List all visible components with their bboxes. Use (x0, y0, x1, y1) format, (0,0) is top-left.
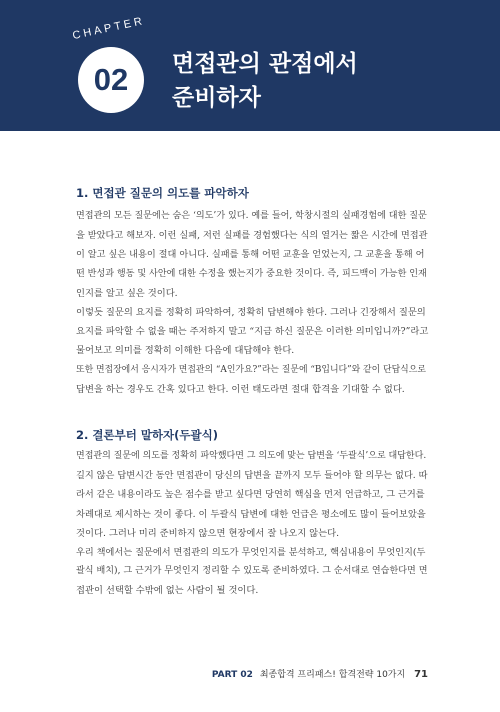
body-line: 이렇듯 질문의 요지를 정확히 파악하여, 정확히 답변해야 한다. 그러나 긴장해서 질문의 (76, 307, 426, 319)
body-line: 떤 반성과 행동 및 사안에 대한 수정을 했는지가 중요한 것이다. 즉, 피드백이 가능한 인재 (76, 268, 427, 279)
page-footer (212, 667, 428, 680)
chapter-header-banner (0, 0, 500, 131)
chapter-number: 02 (93, 62, 129, 97)
body-line: 답변을 하는 경우도 간혹 있다고 한다. 이런 태도라면 절대 합격을 기대할 수 없다. (76, 383, 405, 395)
section-2-heading: 2. 결론부터 말하자(두괄식) (76, 428, 218, 442)
chapter-title-line-1: 면접관의 관점에서 (172, 51, 358, 77)
body-line: 라서 같은 내용이라도 높은 점수를 받고 싶다면 당연히 핵심을 먼저 언급하고, 그 근거를 (76, 489, 425, 501)
body-line: 괄식 배치), 그 근거가 무엇인지 정리할 수 있도록 준비하였다. 그 순서대로 연습한다면 면 (76, 566, 428, 577)
chapter-label: CHAPTER (71, 14, 146, 43)
body-line: 접관이 선택할 수밖에 없는 사람이 될 것이다. (76, 585, 259, 597)
body-line: 물어보고 의미를 정확히 이해한 다음에 대답해야 한다. (76, 345, 295, 357)
chapter-title-line-2: 준비하자 (172, 85, 261, 111)
page-number: 71 (414, 669, 428, 680)
body-line: 우리 책에서는 질문에서 면접관의 의도가 무엇인지를 분석하고, 핵심내용이 무엇인지(두 (76, 547, 426, 559)
footer-book-title: 최종합격 프리패스! 합격전략 10가지 (259, 670, 406, 680)
body-line: 차례대로 제시하는 것이 좋다. 이 두괄식 답변에 대한 언급은 평소에도 많이 들어보았을 (76, 508, 426, 520)
chapter-number-badge (78, 47, 144, 113)
footer-part-label: PART 02 (211, 670, 253, 680)
body-line: 면접관의 모든 질문에는 숨은 ‘의도’가 있다. 예를 들어, 학창시절의 실패경험에 대한 질문 (76, 211, 427, 221)
body-line: 면접관의 질문에 의도를 정확히 파악했다면 그 의도에 맞는 답변을 ‘두괄식’으로 대답한다. (76, 451, 427, 461)
body-line: 을 받았다고 해보자. 이런 실패, 저런 실패를 경험했다는 식의 열거는 짧은 시간에 면접관 (76, 230, 428, 242)
section-1-heading: 1. 면접관 질문의 의도를 파악하자 (76, 186, 249, 200)
body-line: 이 알고 싶은 내용이 절대 아니다. 실패를 통해 어떤 교훈을 얻었는지, 그 교훈을 통해 어 (76, 249, 425, 261)
body-line: 것이다. 그러나 미리 준비하지 않으면 현장에서 잘 나오지 않는다. (76, 527, 340, 539)
section-2-body (76, 447, 428, 601)
body-line: 길지 않은 답변시간 동안 면접관이 당신의 답변을 끝까지 모두 들어야 할 의무는 없다. 따 (76, 470, 428, 482)
body-line: 또한 면접장에서 응시자가 면접관의 “A인가요?”라는 질문에 “B입니다”와 같이 단답식으로 (76, 364, 426, 375)
body-line: 인지를 알고 싶은 것이다. (76, 287, 178, 299)
section-1-body (76, 207, 428, 399)
body-line: 요지를 파악할 수 없을 때는 주저하지 말고 “지금 하신 질문은 이러한 의미입니까?”라고 (76, 326, 429, 338)
chapter-title (172, 47, 358, 115)
